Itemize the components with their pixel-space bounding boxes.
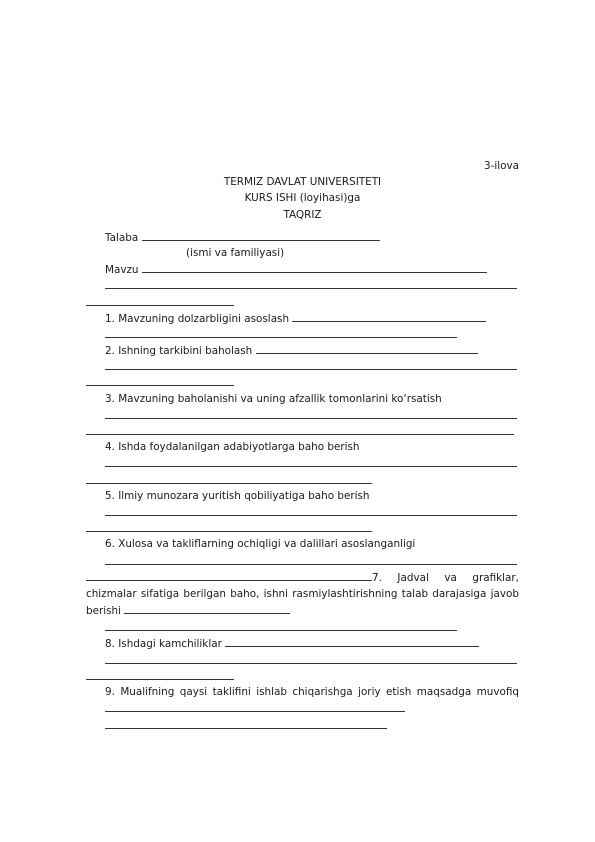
answer-rule[interactable] bbox=[105, 407, 517, 419]
item-8-label: 8. Ishdagi kamchiliklar bbox=[105, 638, 222, 651]
item-6-line bbox=[86, 553, 519, 569]
answer-rule[interactable] bbox=[105, 652, 517, 664]
topic-blank-line bbox=[86, 294, 519, 310]
answer-rule[interactable] bbox=[86, 520, 372, 532]
answer-rule[interactable] bbox=[256, 342, 478, 354]
document-title: TAQRIZ bbox=[283, 208, 322, 221]
item-7-line bbox=[86, 619, 519, 635]
topic-blank-line bbox=[86, 277, 519, 293]
item-3-line bbox=[86, 423, 519, 439]
item-5-line bbox=[86, 520, 519, 536]
answer-rule[interactable] bbox=[86, 569, 372, 581]
item-4-line bbox=[86, 472, 519, 488]
answer-rule[interactable] bbox=[105, 717, 387, 729]
item-9-label: 9. Mualifning qaysi taklifini ishlab chiqarishga joriy etish maqsadga muvofiq bbox=[105, 686, 519, 699]
answer-rule[interactable] bbox=[86, 668, 234, 680]
topic-label: Mavzu bbox=[105, 264, 139, 277]
item-1-label: 1. Mavzuning dolzarbligini asoslash bbox=[105, 312, 290, 325]
answer-rule[interactable] bbox=[86, 423, 514, 435]
answer-rule[interactable] bbox=[105, 326, 457, 338]
student-label: Talaba bbox=[105, 231, 139, 244]
item-8-line bbox=[86, 652, 519, 668]
item-3: 3. Mavzuning baholanishi va uning afzallik tomonlarini ko‘rsatish bbox=[105, 392, 442, 405]
item-1-line bbox=[86, 326, 519, 342]
item-2-line bbox=[86, 374, 519, 390]
item-4: 4. Ishda foydalanilgan adabiyotlarga baho berish bbox=[105, 441, 360, 454]
item-3-line bbox=[86, 407, 519, 423]
answer-rule[interactable] bbox=[292, 310, 486, 322]
item-7-paragraph bbox=[86, 569, 519, 620]
item-2 bbox=[86, 342, 519, 358]
answer-rule[interactable] bbox=[124, 602, 290, 614]
answer-rule[interactable] bbox=[105, 504, 517, 516]
item-9-line bbox=[86, 717, 519, 733]
item-8 bbox=[86, 635, 519, 651]
item-1 bbox=[86, 310, 519, 326]
answer-rule[interactable] bbox=[105, 455, 517, 467]
student-hint: (ismi va familiyasi) bbox=[186, 246, 285, 259]
topic-blank[interactable] bbox=[142, 261, 487, 273]
item-2-line bbox=[86, 358, 519, 374]
answer-rule[interactable] bbox=[105, 358, 517, 370]
answer-rule[interactable] bbox=[105, 700, 405, 712]
item-9-paragraph bbox=[86, 684, 519, 717]
answer-rule[interactable] bbox=[86, 374, 234, 386]
item-2-label: 2. Ishning tarkibini baholash bbox=[105, 345, 253, 358]
item-7-label: 7. Jadval va grafiklar, chizmalar sifatiga berilgan baho, ishni rasmiylashtirishning talab darajasiga javob berishi bbox=[86, 571, 519, 618]
appendix-label: 3-ilova bbox=[483, 160, 519, 172]
work-type: KURS ISHI (loyihasi)ga bbox=[244, 192, 361, 205]
answer-rule[interactable] bbox=[105, 277, 517, 289]
answer-rule[interactable] bbox=[105, 619, 457, 631]
student-blank[interactable] bbox=[142, 229, 380, 241]
item-5-line bbox=[86, 504, 519, 520]
item-5: 5. Ilmiy munozara yuritish qobiliyatiga baho berish bbox=[105, 489, 370, 502]
answer-rule[interactable] bbox=[105, 553, 517, 565]
answer-rule[interactable] bbox=[86, 294, 234, 306]
item-8-line bbox=[86, 668, 519, 684]
student-row bbox=[86, 229, 519, 245]
topic-row bbox=[86, 261, 519, 277]
review-form bbox=[86, 158, 519, 734]
item-4-line bbox=[86, 455, 519, 471]
answer-rule[interactable] bbox=[225, 635, 479, 647]
item-6: 6. Xulosa va takliflarning ochiqligi va dalillari asoslanganligi bbox=[105, 538, 416, 551]
university-name: TERMIZ DAVLAT UNIVERSITETI bbox=[223, 176, 382, 189]
answer-rule[interactable] bbox=[86, 472, 372, 484]
